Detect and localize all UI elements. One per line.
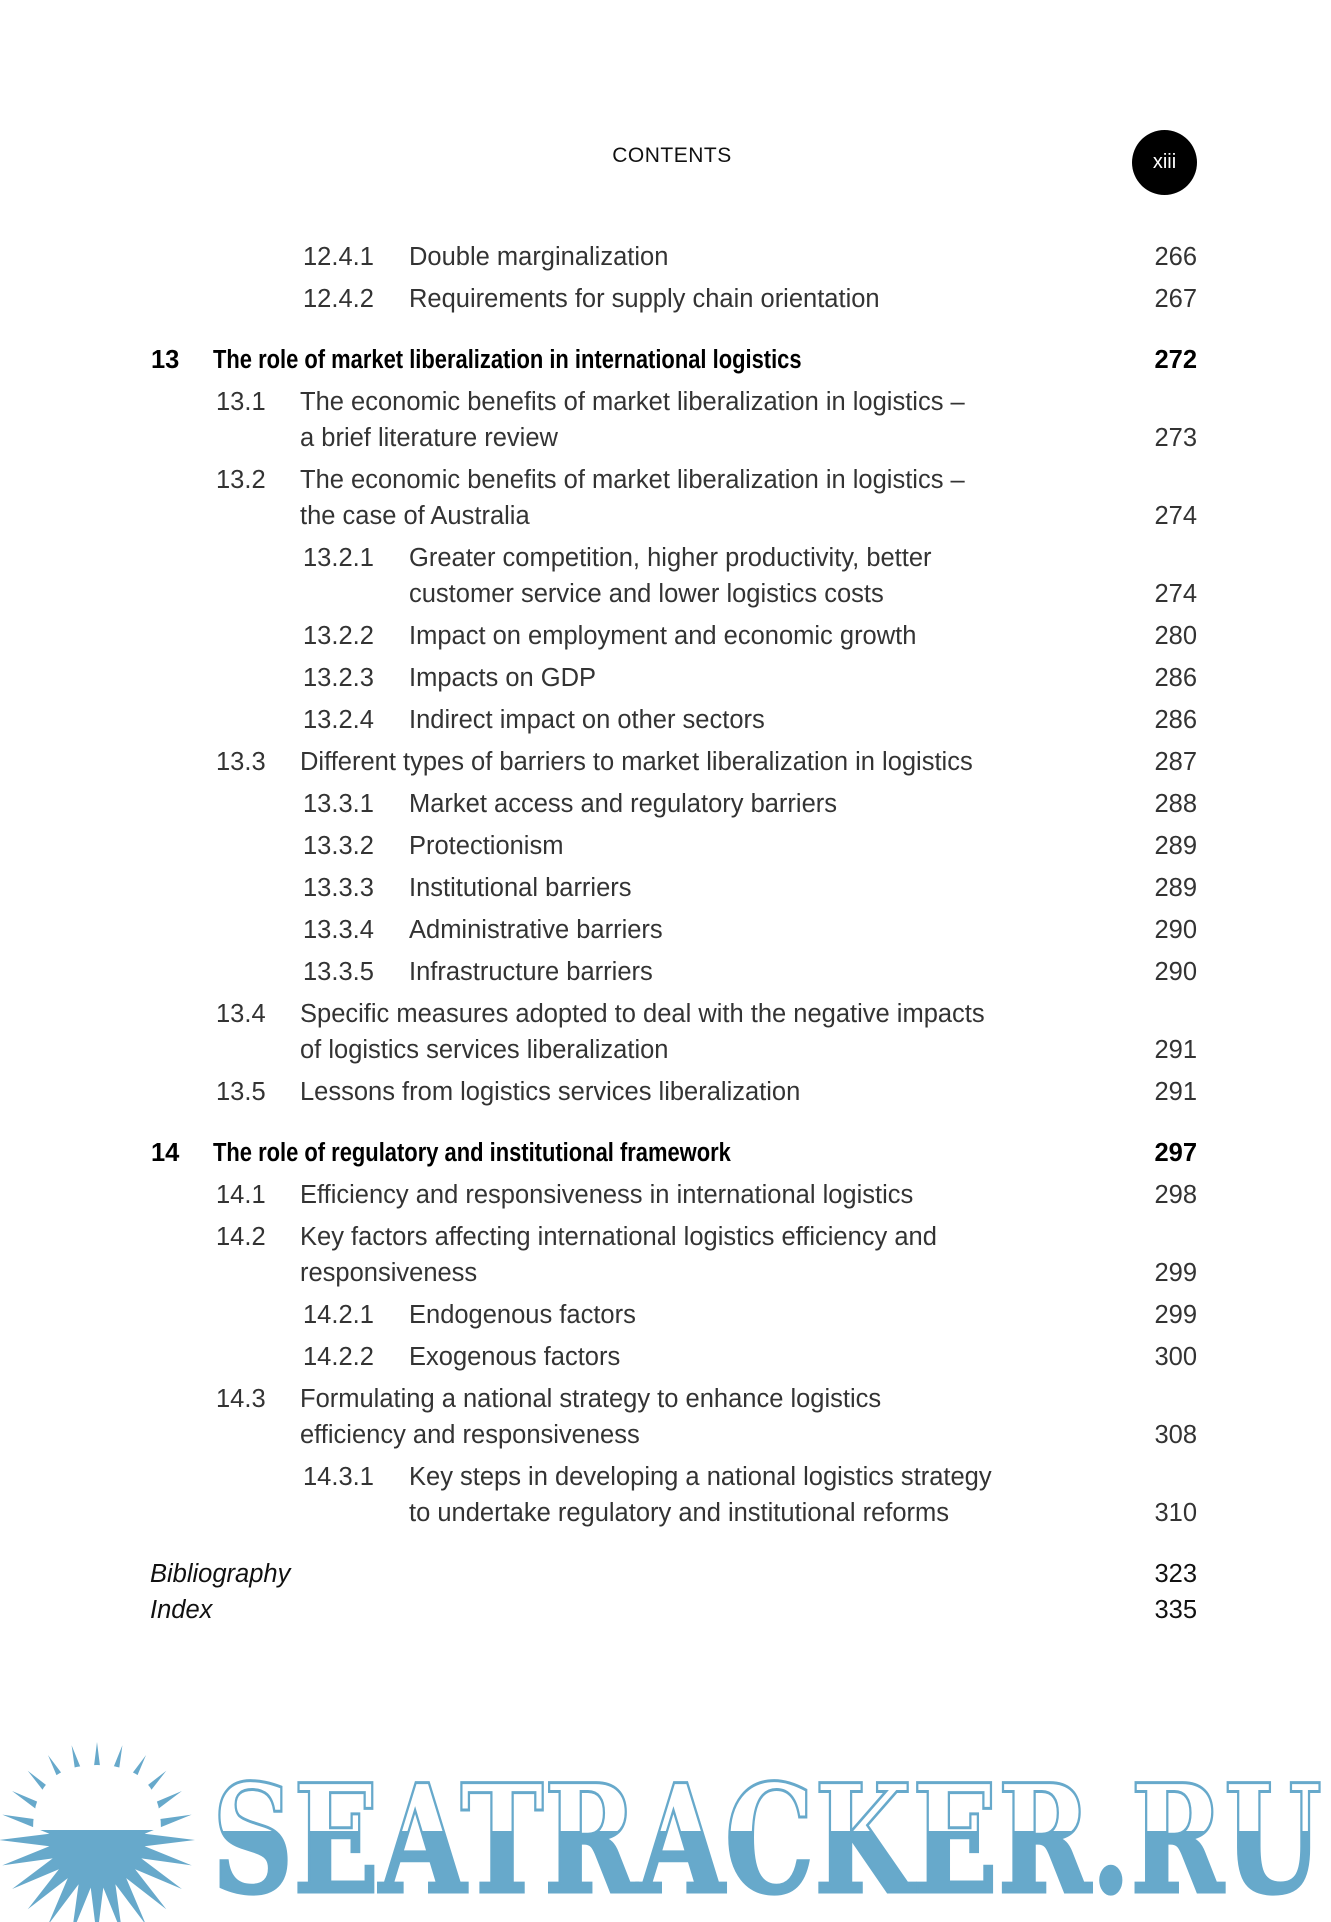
toc-entry[interactable] — [0, 906, 1331, 948]
toc-entry-title: Formulating a national strategy to enhance logistics — [300, 1385, 882, 1413]
toc-entry-page: 297 — [1154, 1139, 1197, 1167]
toc-entry[interactable] — [0, 534, 1331, 612]
toc-entry-title: Key factors affecting international logistics efficiency and — [300, 1223, 937, 1251]
toc-entry-number: 13.2.4 — [303, 706, 374, 734]
toc-entry-page: 310 — [1154, 1499, 1197, 1527]
toc-entry-page: 335 — [1154, 1596, 1197, 1624]
toc-entry-page: 290 — [1154, 916, 1197, 944]
toc-entry[interactable] — [0, 780, 1331, 822]
toc-entry-title: Lessons from logistics services liberalization — [300, 1078, 801, 1106]
toc-entry-page: 287 — [1154, 748, 1197, 776]
toc-entry-title: Specific measures adopted to deal with the negative impacts — [300, 1000, 985, 1028]
toc-entry[interactable] — [0, 822, 1331, 864]
watermark-text: SEATRACKER.RU — [212, 1752, 1322, 1922]
running-head: CONTENTS — [612, 144, 732, 167]
toc-entry-title: Index — [150, 1596, 213, 1624]
toc-entry[interactable] — [0, 738, 1331, 780]
toc-backmatter-entry[interactable] — [0, 1592, 1331, 1628]
page-number-badge — [1132, 130, 1197, 195]
toc-entry-title: Market access and regulatory barriers — [409, 790, 838, 818]
toc-entry-number: 13 — [151, 346, 180, 374]
toc-entry-title: Infrastructure barriers — [409, 958, 653, 986]
table-of-contents — [0, 239, 1331, 1628]
toc-entry-page: 286 — [1154, 706, 1197, 734]
toc-chapter-entry[interactable] — [0, 1129, 1331, 1171]
toc-entry-title: Greater competition, higher productivity, better — [409, 544, 932, 572]
toc-entry-title: of logistics services liberalization — [300, 1036, 669, 1064]
toc-entry-number: 14.2.1 — [303, 1301, 374, 1329]
toc-entry[interactable] — [0, 1213, 1331, 1291]
toc-entry[interactable] — [0, 1375, 1331, 1453]
toc-entry-title: efficiency and responsiveness — [300, 1421, 640, 1449]
toc-entry-page: 288 — [1154, 790, 1197, 818]
toc-entry-title: Administrative barriers — [409, 916, 663, 944]
toc-entry-number: 13.3.4 — [303, 916, 374, 944]
toc-entry[interactable] — [0, 948, 1331, 990]
toc-entry[interactable] — [0, 864, 1331, 906]
toc-entry-page: 308 — [1154, 1421, 1197, 1449]
toc-entry-title: Bibliography — [150, 1560, 291, 1588]
toc-entry[interactable] — [0, 275, 1331, 317]
toc-entry-title: The economic benefits of market liberalization in logistics – — [300, 466, 965, 494]
toc-entry-number: 13.3.1 — [303, 790, 374, 818]
toc-backmatter-entry[interactable] — [0, 1556, 1331, 1592]
toc-entry-title: Efficiency and responsiveness in international logistics — [300, 1181, 914, 1209]
toc-entry-number: 12.4.2 — [303, 285, 374, 313]
toc-entry-number: 14 — [151, 1139, 180, 1167]
toc-entry-number: 13.3 — [216, 748, 266, 776]
toc-entry-title: Indirect impact on other sectors — [409, 706, 765, 734]
toc-entry-title: Protectionism — [409, 832, 564, 860]
toc-entry-number: 13.3.5 — [303, 958, 374, 986]
toc-entry-title: The role of regulatory and institutional framework — [213, 1139, 731, 1167]
toc-entry-number: 13.2.2 — [303, 622, 374, 650]
toc-entry-number: 13.5 — [216, 1078, 266, 1106]
toc-entry-number: 14.3 — [216, 1385, 266, 1413]
toc-entry-page: 291 — [1154, 1036, 1197, 1064]
toc-entry-page: 274 — [1154, 502, 1197, 530]
toc-entry[interactable] — [0, 612, 1331, 654]
toc-entry-title: a brief literature review — [300, 424, 558, 452]
toc-entry[interactable] — [0, 654, 1331, 696]
toc-entry-page: 298 — [1154, 1181, 1197, 1209]
toc-entry-title: to undertake regulatory and institutional reforms — [409, 1499, 950, 1527]
toc-entry-page: 272 — [1154, 346, 1197, 374]
toc-entry-title: Institutional barriers — [409, 874, 632, 902]
toc-entry-title: The economic benefits of market liberalization in logistics – — [300, 388, 965, 416]
toc-entry[interactable] — [0, 456, 1331, 534]
toc-entry[interactable] — [0, 1068, 1331, 1110]
toc-entry-number: 14.2.2 — [303, 1343, 374, 1371]
toc-entry-title: Double marginalization — [409, 243, 669, 271]
toc-entry-title: Requirements for supply chain orientation — [409, 285, 880, 313]
toc-entry-title: Impact on employment and economic growth — [409, 622, 917, 650]
toc-entry-page: 290 — [1154, 958, 1197, 986]
toc-entry-number: 13.2 — [216, 466, 266, 494]
toc-entry[interactable] — [0, 378, 1331, 456]
toc-entry-title: the case of Australia — [300, 502, 530, 530]
toc-entry-title: Different types of barriers to market liberalization in logistics — [300, 748, 973, 776]
toc-entry-page: 323 — [1154, 1560, 1197, 1588]
toc-entry-number: 13.3.2 — [303, 832, 374, 860]
toc-entry[interactable] — [0, 1453, 1331, 1531]
toc-entry-number: 14.1 — [216, 1181, 266, 1209]
toc-entry-page: 267 — [1154, 285, 1197, 313]
toc-entry-page: 274 — [1154, 580, 1197, 608]
toc-entry-title: Endogenous factors — [409, 1301, 636, 1329]
toc-entry-page: 291 — [1154, 1078, 1197, 1106]
toc-entry-page: 300 — [1154, 1343, 1197, 1371]
toc-entry-page: 280 — [1154, 622, 1197, 650]
toc-entry-number: 14.3.1 — [303, 1463, 374, 1491]
toc-entry-page: 289 — [1154, 874, 1197, 902]
toc-entry-page: 273 — [1154, 424, 1197, 452]
toc-entry-number: 13.3.3 — [303, 874, 374, 902]
toc-entry[interactable] — [0, 990, 1331, 1068]
toc-entry-number: 13.2.1 — [303, 544, 374, 572]
toc-entry-title: Impacts on GDP — [409, 664, 597, 692]
toc-entry-number: 13.4 — [216, 1000, 266, 1028]
toc-entry-page: 289 — [1154, 832, 1197, 860]
watermark-logo — [0, 1740, 1331, 1922]
toc-chapter-entry[interactable] — [0, 336, 1331, 378]
page-number: xiii — [1152, 151, 1177, 173]
toc-entry-number: 13.1 — [216, 388, 266, 416]
toc-entry-title: Key steps in developing a national logistics strategy — [409, 1463, 992, 1491]
toc-entry-page: 286 — [1154, 664, 1197, 692]
toc-entry-title: customer service and lower logistics costs — [409, 580, 884, 608]
toc-entry-title: responsiveness — [300, 1259, 478, 1287]
toc-entry-number: 12.4.1 — [303, 243, 374, 271]
toc-entry-title: The role of market liberalization in international logistics — [213, 346, 802, 374]
toc-entry-number: 13.2.3 — [303, 664, 374, 692]
toc-entry-number: 14.2 — [216, 1223, 266, 1251]
toc-entry-page: 299 — [1154, 1301, 1197, 1329]
toc-entry-title: Exogenous factors — [409, 1343, 621, 1371]
toc-entry[interactable] — [0, 1291, 1331, 1333]
toc-entry[interactable] — [0, 239, 1331, 275]
toc-entry[interactable] — [0, 696, 1331, 738]
toc-entry-page: 299 — [1154, 1259, 1197, 1287]
toc-entry-page: 266 — [1154, 243, 1197, 271]
sun-icon — [0, 1742, 195, 1922]
toc-entry[interactable] — [0, 1171, 1331, 1213]
toc-entry[interactable] — [0, 1333, 1331, 1375]
